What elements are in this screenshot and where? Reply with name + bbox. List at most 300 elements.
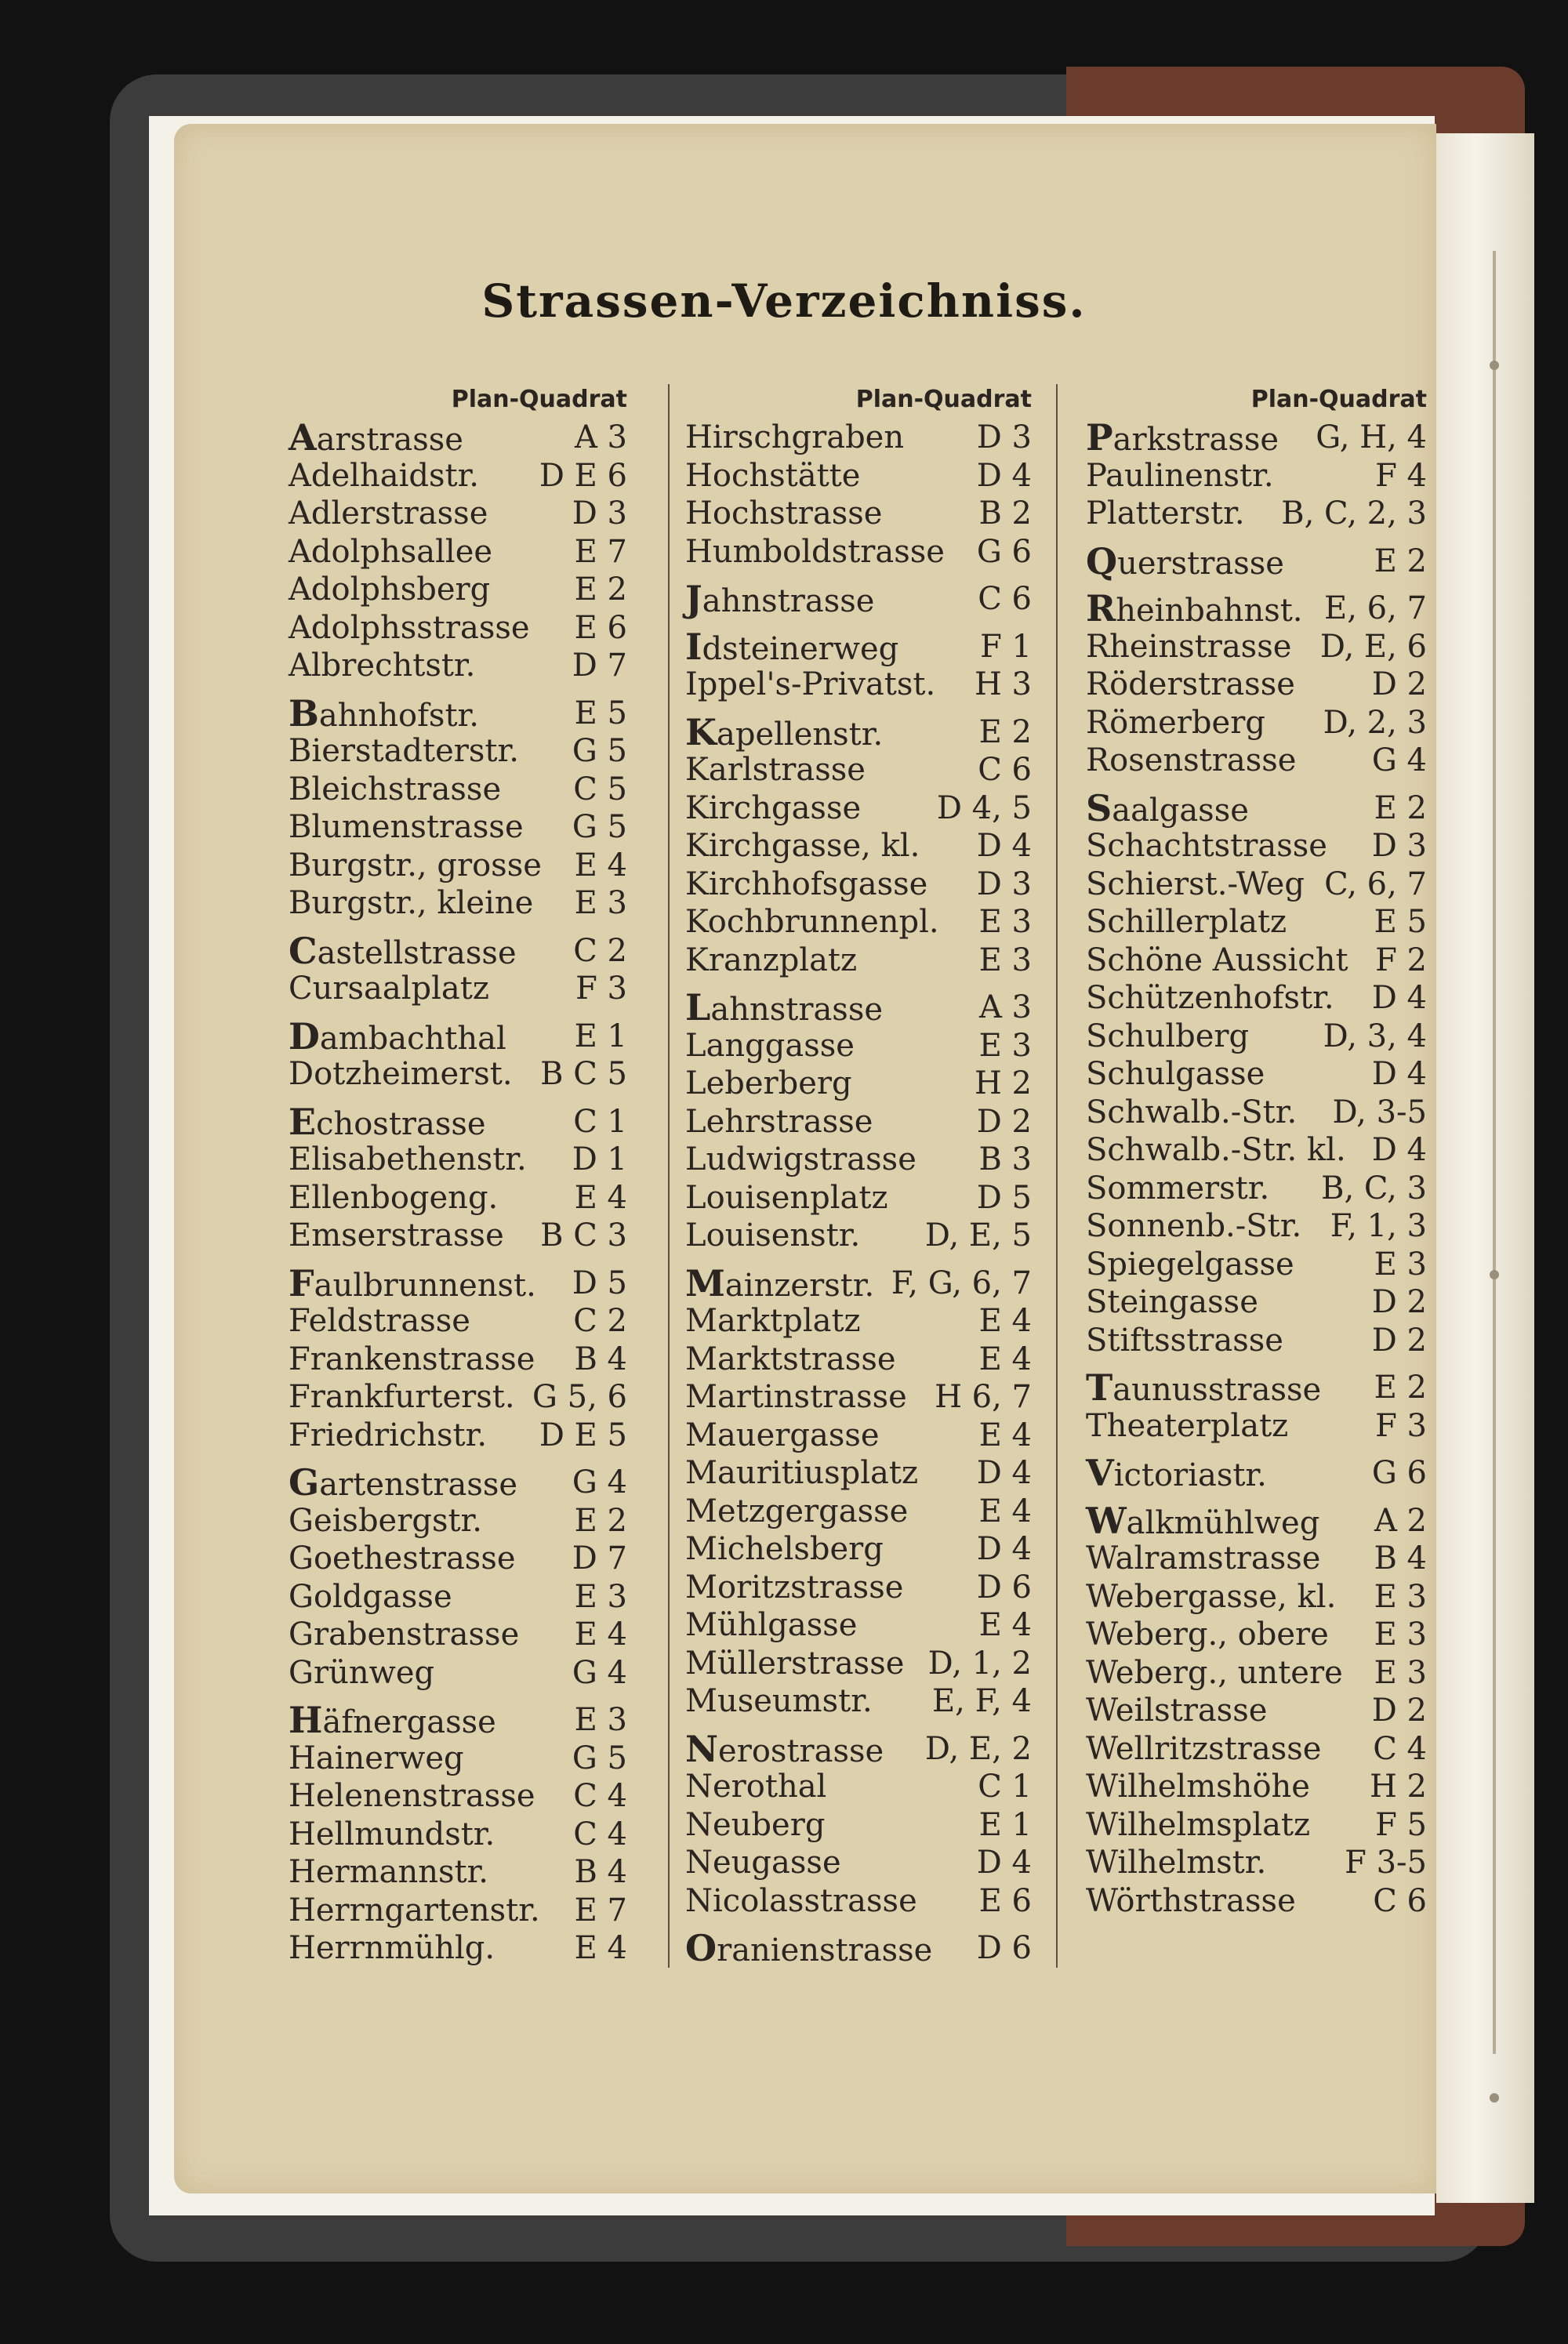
street-entry	[289, 457, 627, 495]
street-name: Emserstrasse	[289, 1217, 504, 1254]
street-initial: K	[685, 710, 717, 753]
street-initial: R	[1086, 587, 1116, 630]
column-divider	[1056, 384, 1058, 1968]
street-initial: V	[1086, 1452, 1114, 1494]
plan-quadrant: D 7	[572, 1540, 627, 1577]
street-name: Louisenstr.	[685, 1217, 861, 1254]
street-entry	[1086, 1768, 1427, 1806]
plan-quadrant: G, H, 4	[1316, 419, 1427, 455]
street-entry	[1086, 865, 1427, 904]
street-name: Michelsberg	[685, 1531, 884, 1567]
street-name: Stiftsstrasse	[1086, 1322, 1283, 1359]
street-name: Albrechtstr.	[289, 648, 476, 684]
street-entry	[685, 1606, 1032, 1645]
plan-quadrant: D 6	[976, 1569, 1032, 1606]
street-name: Karlstrasse	[685, 752, 866, 788]
plan-quadrant: E 4	[978, 1493, 1032, 1529]
street-name: Häfnergasse	[289, 1699, 496, 1741]
street-entry	[685, 580, 1032, 619]
street-entry	[685, 1645, 1032, 1683]
plan-quadrant: E 4	[978, 1303, 1032, 1339]
street-entry	[1086, 1170, 1427, 1208]
street-entry	[685, 1217, 1032, 1255]
plan-quadrant: E 2	[978, 713, 1032, 750]
street-entry	[1086, 495, 1427, 533]
street-name: Herrngartenstr.	[289, 1892, 540, 1929]
plan-quadrant: G 4	[572, 1464, 627, 1500]
street-entry	[685, 1302, 1032, 1341]
street-entry	[1086, 1454, 1427, 1493]
street-entry	[289, 847, 627, 885]
street-column-1	[289, 381, 627, 1968]
street-entry	[685, 1682, 1032, 1721]
street-name: Theaterplatz	[1086, 1407, 1289, 1444]
plan-quadrant: E 4	[574, 1930, 627, 1966]
street-entry	[685, 1261, 1032, 1304]
street-entry	[289, 1341, 627, 1379]
street-entry	[1086, 416, 1427, 459]
street-list	[289, 416, 627, 1968]
plan-quadrant: D 7	[572, 648, 627, 684]
plan-quadrant: D 4, 5	[936, 789, 1032, 826]
street-name: Bleichstrasse	[289, 771, 502, 807]
plan-quadrant: D 6	[976, 1930, 1032, 1966]
street-entry	[289, 1616, 627, 1654]
street-name: Walkmühlweg	[1086, 1499, 1320, 1542]
plan-quadrant: D 4	[976, 1455, 1032, 1491]
street-entry	[289, 1853, 627, 1892]
street-name: Rheinstrasse	[1086, 628, 1292, 665]
binding-stitch	[1490, 2093, 1499, 2103]
street-name: Jahnstrasse	[685, 578, 875, 620]
street-entry	[1086, 742, 1427, 780]
plan-quadrant: F, G, 6, 7	[891, 1265, 1032, 1301]
plan-quadrant: A 3	[978, 989, 1032, 1025]
plan-quadrant: E 4	[978, 1607, 1032, 1643]
plan-quadrant: F 5	[1375, 1806, 1427, 1843]
plan-quadrant: D 5	[572, 1265, 627, 1301]
street-name: Echostrasse	[289, 1100, 486, 1143]
plan-quadrant: E 4	[978, 1417, 1032, 1453]
street-name: Sonnenb.-Str.	[1086, 1208, 1302, 1244]
street-entry	[289, 771, 627, 809]
street-entry	[289, 495, 627, 533]
street-name: Ellenbogeng.	[289, 1179, 499, 1216]
street-list	[1086, 416, 1427, 1920]
column-header: Plan-Quadrat	[451, 386, 627, 413]
plan-quadrant: H 2	[1369, 1769, 1427, 1805]
street-entry	[1086, 1055, 1427, 1094]
street-name: Weilstrasse	[1086, 1693, 1268, 1729]
street-entry	[685, 1844, 1032, 1882]
street-entry	[289, 1740, 627, 1778]
street-entry	[685, 986, 1032, 1029]
plan-quadrant: D 4	[976, 1531, 1032, 1567]
street-entry	[289, 884, 627, 923]
street-entry	[1086, 1246, 1427, 1284]
plan-quadrant: C 6	[978, 752, 1032, 788]
plan-quadrant: E 3	[1374, 1578, 1427, 1615]
street-entry	[289, 571, 627, 609]
plan-quadrant: E 3	[978, 942, 1032, 978]
street-name: Kirchgasse, kl.	[685, 828, 920, 864]
street-name: Schulberg	[1086, 1018, 1250, 1054]
street-name: Aarstrasse	[289, 416, 463, 459]
street-entry	[685, 942, 1032, 980]
street-name: Hirschgraben	[685, 419, 905, 455]
street-entry	[289, 1461, 627, 1504]
street-name: Ippel's-Privatst.	[685, 666, 936, 702]
plan-quadrant: B C 5	[540, 1056, 627, 1092]
plan-quadrant: G 6	[1371, 1455, 1427, 1491]
street-name: Gartenstrasse	[289, 1461, 518, 1504]
street-entry	[289, 1417, 627, 1455]
column-divider	[668, 384, 670, 1968]
plan-quadrant: D 2	[1371, 1284, 1427, 1320]
street-name: Rheinbahnst.	[1086, 587, 1303, 630]
street-entry	[289, 1217, 627, 1255]
street-name: Querstrasse	[1086, 539, 1284, 582]
plan-quadrant: E 3	[574, 1578, 627, 1615]
street-initial: W	[1086, 1499, 1127, 1542]
street-name: Platterstr.	[1086, 495, 1245, 532]
plan-quadrant: C 2	[573, 932, 627, 969]
street-entry	[1086, 942, 1427, 980]
street-name: Oranienstrasse	[685, 1927, 933, 1969]
street-initial: S	[1086, 786, 1112, 829]
street-entry	[685, 903, 1032, 942]
street-name: Bahnhofstr.	[289, 691, 479, 735]
plan-quadrant: E 4	[574, 1616, 627, 1653]
plan-quadrant: H 3	[974, 666, 1032, 702]
street-entry	[1086, 587, 1427, 630]
plan-quadrant: C 2	[573, 1303, 627, 1339]
street-name: Metzgergasse	[685, 1493, 909, 1529]
street-name: Blumenstrasse	[289, 809, 524, 845]
street-name: Martinstrasse	[685, 1379, 907, 1415]
street-initial: F	[289, 1261, 314, 1304]
street-entry	[1086, 903, 1427, 942]
plan-quadrant: E 7	[574, 533, 627, 570]
column-header: Plan-Quadrat	[855, 386, 1032, 413]
plan-quadrant: G 4	[572, 1654, 627, 1691]
street-entry	[289, 1261, 627, 1304]
street-name: Müllerstrasse	[685, 1645, 905, 1682]
street-name: Herrnmühlg.	[289, 1930, 495, 1966]
street-initial: A	[289, 416, 317, 459]
street-entry	[685, 1768, 1032, 1806]
street-name: Spiegelgasse	[1086, 1246, 1294, 1283]
plan-quadrant: D 3	[976, 865, 1032, 902]
street-entry	[685, 789, 1032, 828]
street-name: Marktplatz	[685, 1303, 861, 1339]
street-initial: O	[685, 1927, 717, 1969]
street-name: Victoriastr.	[1086, 1452, 1267, 1494]
street-entry	[289, 1654, 627, 1693]
plan-quadrant: E 4	[978, 1341, 1032, 1377]
street-entry	[1086, 1499, 1427, 1542]
street-name: Neugasse	[685, 1845, 841, 1881]
street-name: Faulbrunnenst.	[289, 1261, 536, 1304]
street-name: Goethestrasse	[289, 1540, 516, 1577]
street-name: Adlerstrasse	[289, 495, 488, 532]
street-entry	[685, 1454, 1032, 1493]
plan-quadrant: E 4	[574, 847, 627, 884]
plan-quadrant: E 3	[574, 1702, 627, 1738]
plan-quadrant: D, 3-5	[1332, 1094, 1427, 1130]
street-name: Leberberg	[685, 1065, 852, 1101]
street-name: Frankfurterst.	[289, 1379, 515, 1415]
street-entry	[1086, 1283, 1427, 1322]
street-entry	[1086, 1018, 1427, 1056]
street-entry	[685, 1378, 1032, 1417]
street-entry	[289, 808, 627, 847]
street-entry	[1086, 1882, 1427, 1921]
plan-quadrant: D, E, 5	[924, 1217, 1032, 1254]
street-name: Lehrstrasse	[685, 1103, 873, 1140]
plan-quadrant: G 5	[572, 809, 627, 845]
plan-quadrant: A 3	[574, 419, 627, 455]
plan-quadrant: C 4	[1373, 1730, 1427, 1767]
street-entry	[289, 647, 627, 685]
street-entry	[289, 1578, 627, 1616]
street-entry	[289, 1378, 627, 1417]
column-header: Plan-Quadrat	[1250, 386, 1427, 413]
street-name: Nerostrasse	[685, 1727, 884, 1770]
street-entry	[289, 1816, 627, 1854]
street-name: Kochbrunnenpl.	[685, 904, 939, 940]
street-initial: M	[685, 1261, 725, 1304]
street-name: Schulgasse	[1086, 1056, 1265, 1092]
street-name: Goldgasse	[289, 1578, 452, 1615]
street-entry	[289, 691, 627, 735]
street-name: Wörthstrasse	[1086, 1882, 1296, 1919]
street-name: Kapellenstr.	[685, 710, 884, 753]
binding-seam	[1493, 251, 1496, 2054]
street-entry	[1086, 628, 1427, 666]
street-initial: I	[685, 625, 702, 668]
street-entry	[1086, 1322, 1427, 1360]
street-name: Louisenplatz	[685, 1179, 888, 1216]
street-name: Hainerweg	[289, 1740, 464, 1776]
plan-quadrant: D, 2, 3	[1323, 704, 1427, 741]
street-entry	[685, 1569, 1032, 1607]
plan-quadrant: B 4	[1374, 1540, 1427, 1577]
street-name: Schwalb.-Str. kl.	[1086, 1132, 1346, 1168]
plan-quadrant: C 4	[573, 1778, 627, 1814]
plan-quadrant: D, E, 2	[924, 1730, 1032, 1767]
street-name: Feldstrasse	[289, 1303, 470, 1339]
plan-quadrant: C 1	[573, 1103, 627, 1140]
plan-quadrant: A 2	[1374, 1502, 1427, 1539]
street-name: Burgstr., grosse	[289, 847, 542, 884]
street-name: Nicolasstrasse	[685, 1882, 917, 1919]
plan-quadrant: E 2	[1374, 542, 1427, 579]
street-entry	[289, 1892, 627, 1930]
street-name: Hermannstr.	[289, 1854, 489, 1890]
plan-quadrant: B 4	[574, 1854, 627, 1890]
street-column-3	[1086, 381, 1427, 1920]
street-entry	[685, 865, 1032, 904]
street-entry	[289, 416, 627, 459]
street-entry	[685, 533, 1032, 571]
plan-quadrant: F 3	[1375, 1407, 1427, 1444]
street-entry	[289, 1014, 627, 1058]
plan-quadrant: E, F, 4	[931, 1683, 1032, 1719]
street-name: Hochstrasse	[685, 495, 883, 532]
street-entry	[1086, 539, 1427, 582]
street-name: Schützenhofstr.	[1086, 980, 1334, 1016]
plan-quadrant: D 5	[976, 1179, 1032, 1216]
street-name: Dambachthal	[289, 1014, 506, 1058]
street-initial: J	[685, 578, 702, 620]
street-name: Rosenstrasse	[1086, 742, 1297, 778]
street-initial: C	[289, 929, 318, 972]
plan-quadrant: E 4	[574, 1179, 627, 1216]
street-initial: D	[289, 1014, 320, 1058]
binding-stitch	[1490, 1270, 1499, 1279]
street-entry	[1086, 1654, 1427, 1693]
street-entry	[289, 732, 627, 771]
plan-quadrant: C, 6, 7	[1324, 865, 1427, 902]
street-name: Schöne Aussicht	[1086, 942, 1348, 978]
street-name: Grabenstrasse	[289, 1616, 520, 1653]
street-entry	[685, 1806, 1032, 1845]
plan-quadrant: E 1	[574, 1018, 627, 1054]
street-entry	[685, 1493, 1032, 1531]
street-entry	[1086, 1407, 1427, 1446]
plan-quadrant: F, 1, 3	[1330, 1208, 1427, 1244]
street-initial: G	[289, 1461, 320, 1504]
plan-quadrant: F 3-5	[1345, 1845, 1427, 1881]
street-entry	[1086, 827, 1427, 865]
street-name: Kirchhofsgasse	[685, 865, 928, 902]
plan-quadrant: D 3	[572, 495, 627, 532]
street-entry	[685, 1103, 1032, 1141]
plan-quadrant: C 6	[978, 581, 1032, 617]
street-name: Römerberg	[1086, 704, 1265, 741]
plan-quadrant: E 2	[1374, 789, 1427, 826]
street-name: Museumstr.	[685, 1683, 873, 1719]
plan-quadrant: E 2	[574, 1502, 627, 1539]
street-entry	[289, 1100, 627, 1143]
street-entry	[1086, 1366, 1427, 1409]
street-name: Bierstadterstr.	[289, 733, 519, 769]
street-name: Weberg., untere	[1086, 1654, 1343, 1691]
street-name: Wellritzstrasse	[1086, 1730, 1322, 1767]
plan-quadrant: H 2	[974, 1065, 1032, 1101]
street-name: Hochstätte	[685, 457, 861, 494]
street-entry	[1086, 1844, 1427, 1882]
plan-quadrant: D 2	[1371, 1693, 1427, 1729]
street-name: Adolphsberg	[289, 571, 491, 608]
street-entry	[1086, 1207, 1427, 1246]
plan-quadrant: G 5	[572, 1740, 627, 1776]
plan-quadrant: G 5	[572, 733, 627, 769]
street-name: Elisabethenstr.	[289, 1141, 527, 1177]
plan-quadrant: D 2	[976, 1103, 1032, 1140]
plan-quadrant: D 3	[1371, 828, 1427, 864]
street-entry	[1086, 1131, 1427, 1170]
street-name: Taunusstrasse	[1086, 1366, 1322, 1409]
street-entry	[685, 1065, 1032, 1103]
plan-quadrant: D 4	[1371, 1132, 1427, 1168]
plan-quadrant: D, 1, 2	[927, 1645, 1032, 1682]
binding-stitch	[1490, 361, 1499, 370]
street-entry	[289, 970, 627, 1008]
street-entry	[1086, 1730, 1427, 1769]
plan-quadrant: E 2	[574, 571, 627, 608]
street-name: Webergasse, kl.	[1086, 1578, 1337, 1615]
street-name: Moritzstrasse	[685, 1569, 904, 1606]
street-name: Sommerstr.	[1086, 1170, 1270, 1206]
plan-quadrant: E 6	[574, 609, 627, 646]
street-entry	[1086, 979, 1427, 1018]
street-entry	[289, 609, 627, 648]
plan-quadrant: D, E, 6	[1319, 628, 1427, 665]
plan-quadrant: E 5	[574, 695, 627, 731]
plan-quadrant: E 3	[978, 1027, 1032, 1064]
plan-quadrant: G 4	[1371, 742, 1427, 778]
plan-quadrant: B, C, 3	[1321, 1170, 1427, 1206]
street-entry	[685, 827, 1032, 865]
street-entry	[289, 929, 627, 972]
plan-quadrant: D 2	[1371, 1322, 1427, 1359]
plan-quadrant: E 3	[1374, 1616, 1427, 1653]
street-initial: E	[289, 1100, 317, 1143]
street-initial: L	[685, 986, 711, 1029]
street-entry	[289, 1141, 627, 1179]
street-name: Mauritiusplatz	[685, 1455, 919, 1491]
street-name: Mainzerstr.	[685, 1261, 875, 1304]
street-name: Schachtstrasse	[1086, 828, 1327, 864]
street-name: Saalgasse	[1086, 786, 1249, 829]
street-entry	[1086, 666, 1427, 704]
plan-quadrant: F 1	[980, 628, 1032, 665]
street-name: Frankenstrasse	[289, 1341, 535, 1377]
street-entry	[685, 1341, 1032, 1379]
page-title: Strassen-Verzeichniss.	[481, 274, 1087, 328]
street-entry	[1086, 1806, 1427, 1845]
street-initial: Q	[1086, 539, 1118, 582]
plan-quadrant: D 4	[976, 457, 1032, 494]
plan-quadrant: E 1	[978, 1806, 1032, 1843]
plan-quadrant: B 3	[978, 1141, 1032, 1177]
plan-quadrant: E 2	[1374, 1370, 1427, 1406]
street-name: Wilhelmstr.	[1086, 1845, 1267, 1881]
plan-quadrant: D 3	[976, 419, 1032, 455]
plan-quadrant: E 6	[978, 1882, 1032, 1919]
plan-quadrant: D 2	[1371, 666, 1427, 702]
street-name: Langgasse	[685, 1027, 855, 1064]
plan-quadrant: E 7	[574, 1892, 627, 1929]
street-initial: N	[685, 1727, 719, 1770]
plan-quadrant: D 4	[1371, 1056, 1427, 1092]
street-name: Wilhelmsplatz	[1086, 1806, 1311, 1843]
street-name: Geisbergstr.	[289, 1502, 482, 1539]
street-name: Schwalb.-Str.	[1086, 1094, 1298, 1130]
plan-quadrant: D 1	[572, 1141, 627, 1177]
street-name: Ludwigstrasse	[685, 1141, 916, 1177]
plan-quadrant: B C 3	[540, 1217, 627, 1254]
street-entry	[289, 1540, 627, 1578]
street-name: Hellmundstr.	[289, 1816, 495, 1852]
plan-quadrant: C 5	[573, 771, 627, 807]
plan-quadrant: B 4	[574, 1341, 627, 1377]
plan-quadrant: G 6	[976, 533, 1032, 570]
street-name: Dotzheimerst.	[289, 1056, 513, 1092]
plan-quadrant: D E 6	[539, 457, 627, 494]
